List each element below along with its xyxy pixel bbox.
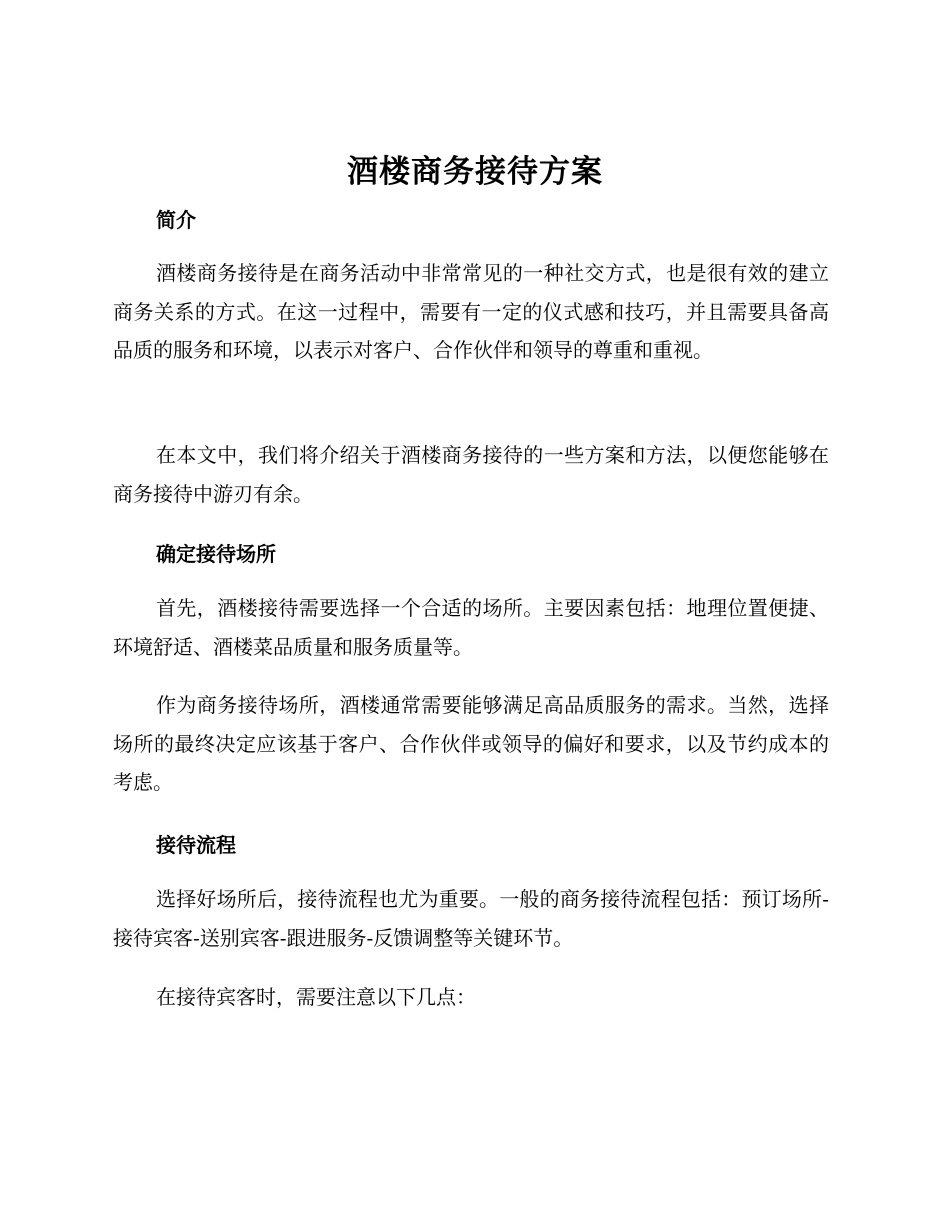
intro-paragraph-2: 在本文中，我们将介绍关于酒楼商务接待的一些方案和方法，以便您能够在商务接待中游刃有余。	[113, 443, 829, 506]
section-heading-process: 接待流程	[156, 833, 236, 857]
section-heading-intro: 简介	[156, 208, 196, 232]
intro-paragraph-1: 酒楼商务接待是在商务活动中非常常见的一种社交方式，也是很有效的建立商务关系的方式。在这一过程中，需要有一定的仪式感和技巧，并且需要具备高品质的服务和环境，以表示对客户、合作伙伴和领导的尊重和重视。	[113, 261, 829, 362]
venue-paragraph-2: 作为商务接待场所，酒楼通常需要能够满足高品质服务的需求。当然，选择场所的最终决定应该基于客户、合作伙伴或领导的偏好和要求，以及节约成本的考虑。	[113, 693, 829, 794]
section-heading-venue: 确定接待场所	[156, 542, 276, 566]
venue-paragraph-1: 首先，酒楼接待需要选择一个合适的场所。主要因素包括：地理位置便捷、环境舒适、酒楼菜品质量和服务质量等。	[113, 596, 829, 659]
process-paragraph-1: 选择好场所后，接待流程也尤为重要。一般的商务接待流程包括：预订场所-接待宾客-送别宾客-跟进服务-反馈调整等关键环节。	[113, 887, 829, 950]
document-title: 酒楼商务接待方案	[347, 154, 603, 190]
process-paragraph-2: 在接待宾客时，需要注意以下几点：	[156, 985, 476, 1009]
